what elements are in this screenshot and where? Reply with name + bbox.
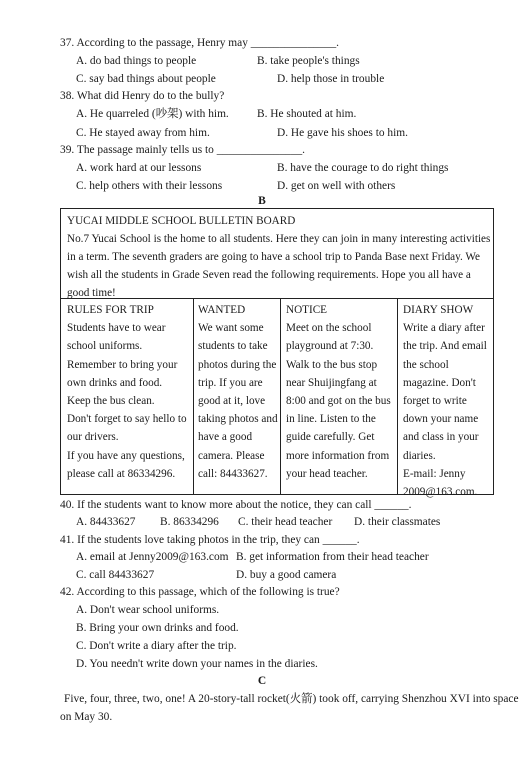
diary-show-column — [403, 301, 487, 501]
question-39-option-b: B. have the courage to do right things — [277, 162, 449, 174]
question-39-stem: 39. The passage mainly tells us to _______________. — [60, 144, 305, 156]
column-line: and class in your — [403, 431, 479, 444]
bulletin-board-divider — [61, 298, 493, 299]
question-42-option-d: D. You needn't write down your names in the diaries. — [76, 658, 318, 670]
column-line: Don't forget to say hello to — [67, 413, 187, 426]
question-40-option-b: B. 86334296 — [160, 516, 219, 528]
question-40-option-d: D. their classmates — [354, 516, 441, 528]
question-42-option-c: C. Don't write a diary after the trip. — [76, 640, 237, 652]
column-line: call: 84433627. — [198, 467, 268, 480]
question-42-option-a: A. Don't wear school uniforms. — [76, 604, 220, 616]
question-37-option-c: C. say bad things about people — [76, 73, 216, 85]
question-40-stem: 40. If the students want to know more about the notice, they can call ______. — [60, 499, 412, 511]
column-line: camera. Please — [198, 449, 265, 462]
question-38-option-b: B. He shouted at him. — [257, 108, 357, 120]
notice-column — [286, 301, 391, 483]
section-c-heading: C — [257, 675, 267, 687]
rules-for-trip-column — [67, 301, 187, 483]
column-line: down your name — [403, 413, 479, 426]
question-37-option-a: A. do bad things to people — [76, 55, 197, 67]
column-line: good at it, love — [198, 395, 266, 408]
column-line: our drivers. — [67, 431, 119, 444]
bulletin-board-intro: No.7 Yucai School is the home to all students. Here they can join in many interesting activities in a term. The seventh graders are going to have a school trip to Panda Base next Friday. We wish all the students in Grade Seven read the following requirements. Hope you all have a good time! — [67, 233, 491, 299]
column-line: Walk to the bus stop — [286, 358, 378, 371]
question-41-option-d: D. buy a good camera — [236, 569, 337, 581]
question-37-stem: 37. According to the passage, Henry may _______________. — [60, 37, 340, 49]
question-37-option-d: D. help those in trouble — [277, 73, 385, 85]
question-37-option-b: B. take people's things — [257, 55, 360, 67]
column-line: Students have to wear — [67, 322, 166, 335]
column-line: guide carefully. Get — [286, 431, 375, 444]
column-line: If you have any questions, — [67, 449, 185, 462]
question-39-option-c: C. help others with their lessons — [76, 180, 223, 192]
column-line: magazine. Don't — [403, 376, 476, 389]
passage-c-line-2: on May 30. — [60, 711, 113, 723]
section-b-heading: B — [258, 195, 266, 207]
column-line: E-mail: Jenny — [403, 467, 466, 480]
question-41-option-b: B. get information from their head teacher — [236, 551, 429, 563]
column-heading: WANTED — [198, 304, 246, 316]
column-heading: NOTICE — [286, 304, 328, 316]
question-38-stem: 38. What did Henry do to the bully? — [60, 90, 225, 102]
column-line: the trip. And email — [403, 340, 487, 353]
question-41-option-a: A. email at Jenny2009@163.com — [76, 551, 229, 563]
question-38-option-c: C. He stayed away from him. — [76, 127, 210, 139]
column-line: forget to write — [403, 395, 467, 408]
question-39-option-a: A. work hard at our lessons — [76, 162, 202, 174]
wanted-column — [198, 301, 278, 483]
column-line: Write a diary after — [403, 322, 485, 335]
column-divider — [397, 298, 398, 494]
question-39-option-d: D. get on well with others — [277, 180, 396, 192]
question-38-option-d: D. He gave his shoes to him. — [277, 127, 408, 139]
column-line: trip. If you are — [198, 376, 263, 389]
column-line: own drinks and food. — [67, 376, 163, 389]
column-line: near Shuijingfang at — [286, 376, 377, 389]
column-line: photos during the — [198, 358, 277, 371]
column-line: Meet on the school — [286, 322, 372, 335]
column-line: please call at 86334296. — [67, 467, 176, 480]
bulletin-board-title: YUCAI MIDDLE SCHOOL BULLETIN BOARD — [67, 215, 296, 227]
column-line: diaries. — [403, 449, 436, 462]
column-line: We want some — [198, 322, 264, 335]
column-line: students to take — [198, 340, 268, 353]
column-heading: DIARY SHOW — [403, 304, 474, 316]
column-line: the school — [403, 358, 449, 371]
column-line: in line. Listen to the — [286, 413, 376, 426]
question-41-stem: 41. If the students love taking photos in the trip, they can ______. — [60, 534, 360, 546]
question-40-option-a: A. 84433627 — [76, 516, 136, 528]
column-heading: RULES FOR TRIP — [67, 304, 154, 316]
column-line: taking photos and — [198, 413, 278, 426]
column-line: Keep the bus clean. — [67, 395, 155, 408]
column-line: 8:00 and got on the bus — [286, 395, 391, 408]
column-line: 2009@163.com. — [403, 486, 478, 499]
question-40-option-c: C. their head teacher — [238, 516, 333, 528]
passage-c-line-1: Five, four, three, two, one! A 20-story-tall rocket(火箭) took off, carrying Shenzhou XVI into space — [64, 693, 519, 705]
bulletin-board — [60, 208, 494, 499]
column-line: Remember to bring your — [67, 358, 178, 371]
column-divider — [280, 298, 281, 494]
column-line: playground at 7:30. — [286, 340, 374, 353]
question-41-option-c: C. call 84433627 — [76, 569, 155, 581]
column-line: your head teacher. — [286, 467, 368, 480]
question-42-option-b: B. Bring your own drinks and food. — [76, 622, 239, 634]
question-42-stem: 42. According to this passage, which of the following is true? — [60, 586, 340, 598]
question-38-option-a: A. He quarreled (吵架) with him. — [76, 108, 229, 120]
column-line: have a good — [198, 431, 253, 444]
column-line: more information from — [286, 449, 390, 462]
column-divider — [193, 298, 194, 494]
column-line: school uniforms. — [67, 340, 143, 353]
bulletin-board-header — [67, 212, 491, 302]
